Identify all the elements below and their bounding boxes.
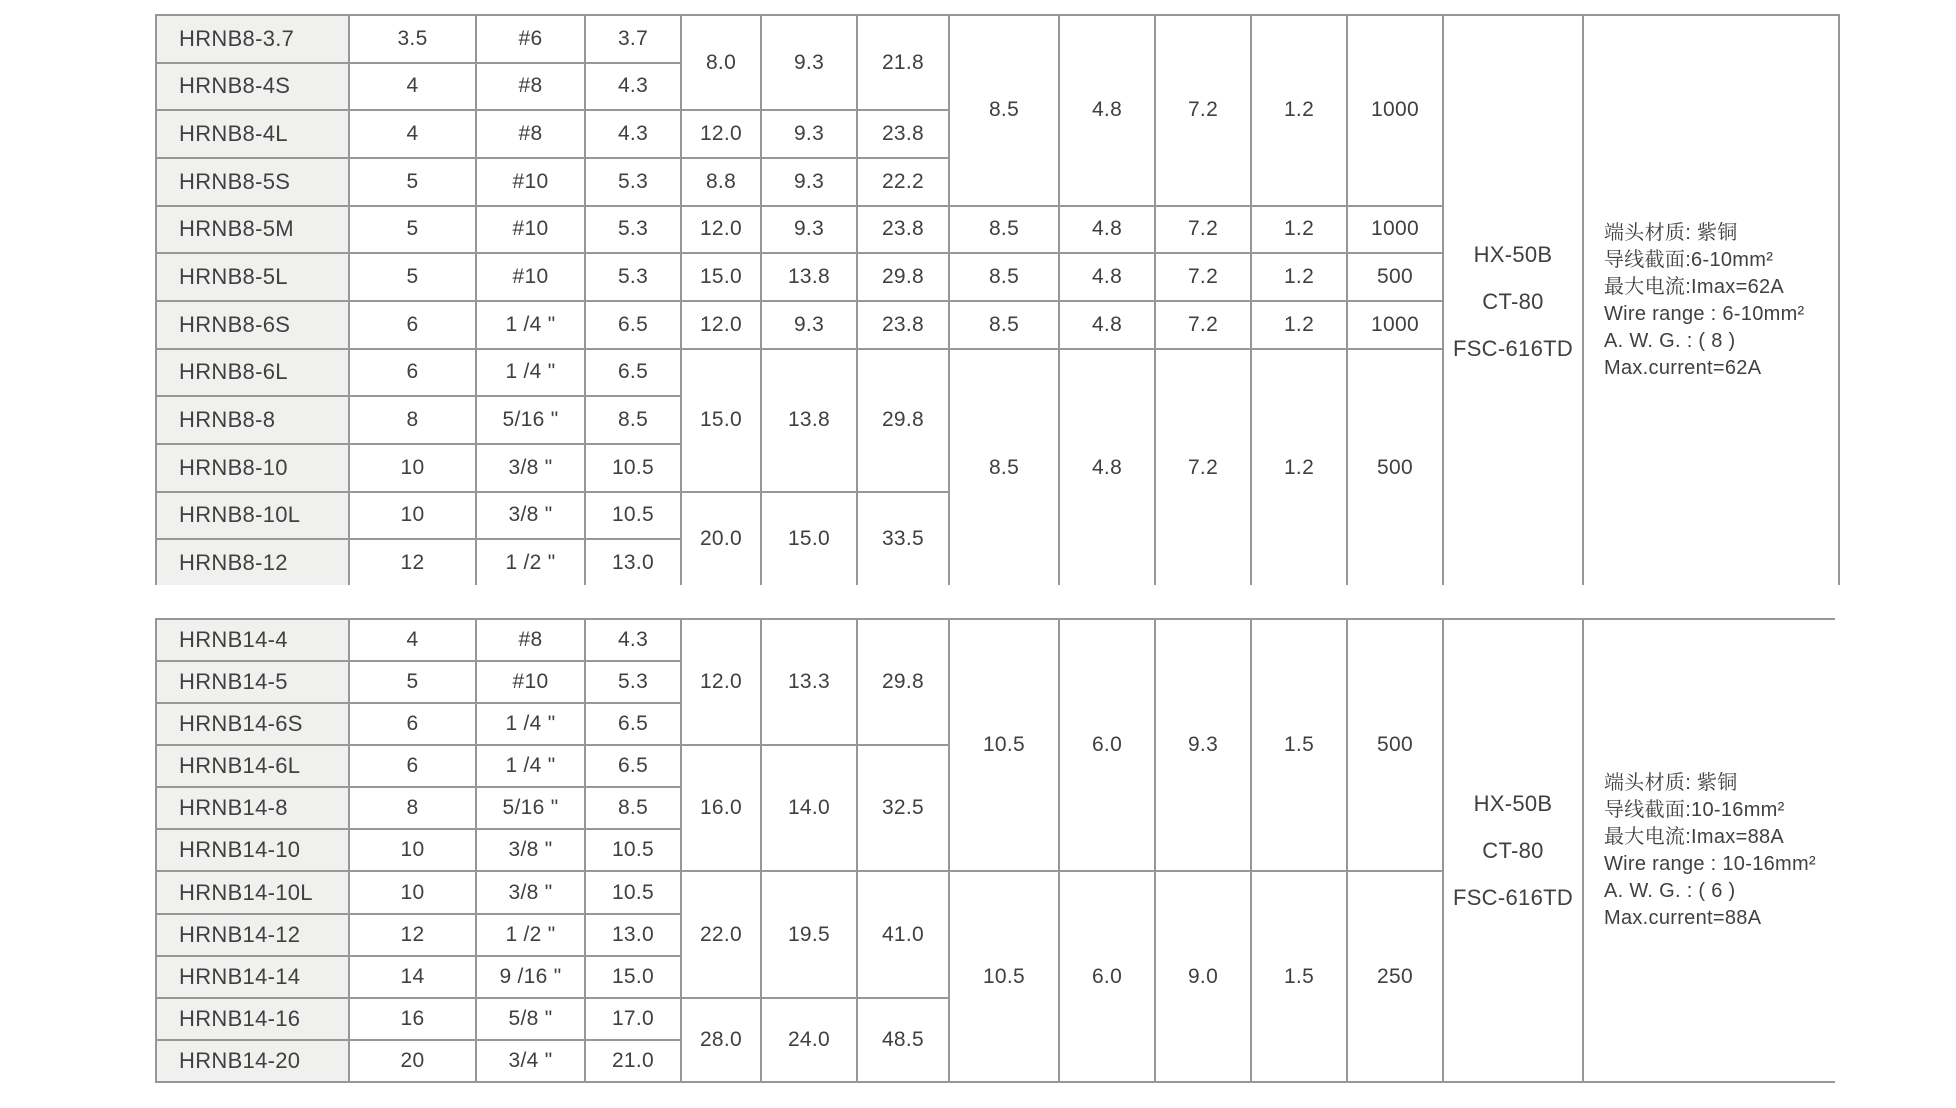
model-cell: HRNB8-8 <box>156 396 349 444</box>
model-cell: HRNB14-8 <box>156 787 349 829</box>
desc-line: A. W. G. : ( 8 ) <box>1604 330 1736 352</box>
spec-cell: 8.5 <box>949 253 1059 301</box>
spec-cell: 13.8 <box>761 253 857 301</box>
spec-cell: 6 <box>349 301 476 349</box>
spec-cell: 12.0 <box>681 619 761 745</box>
spec-cell: 10.5 <box>949 871 1059 1082</box>
spec-cell: 6 <box>349 745 476 787</box>
spec-cell: 9.3 <box>761 15 857 110</box>
tool-models-cell <box>1443 15 1583 587</box>
spec-cell: 24.0 <box>761 998 857 1082</box>
spec-cell: 8.5 <box>949 15 1059 206</box>
model-cell: HRNB14-20 <box>156 1040 349 1082</box>
spec-cell: 5.3 <box>585 253 681 301</box>
spec-cell: 1 /4 " <box>476 703 585 745</box>
spec-cell: 12.0 <box>681 301 761 349</box>
spec-cell: 1.2 <box>1251 15 1347 206</box>
desc-line: 最大电流:Imax=62A <box>1604 276 1785 298</box>
spec-cell: 1000 <box>1347 206 1443 254</box>
model-cell: HRNB8-4S <box>156 63 349 111</box>
spec-cell: 9.3 <box>761 206 857 254</box>
tool-models-cell <box>1443 619 1583 1082</box>
spec-cell: 10.5 <box>585 871 681 913</box>
spec-cell: 4.8 <box>1059 206 1155 254</box>
spec-cell: 5/16 " <box>476 396 585 444</box>
spec-cell: 500 <box>1347 619 1443 871</box>
spec-cell: 1000 <box>1347 15 1443 206</box>
spec-cell: 5 <box>349 158 476 206</box>
spec-cell: 13.0 <box>585 539 681 587</box>
model-cell: HRNB8-4L <box>156 110 349 158</box>
spec-cell: 14 <box>349 956 476 998</box>
spec-cell: 5.3 <box>585 661 681 703</box>
spec-cell: 22.2 <box>857 158 949 206</box>
spec-cell: 21.0 <box>585 1040 681 1082</box>
spec-cell: 7.2 <box>1155 206 1251 254</box>
spec-cell: 15.0 <box>681 349 761 492</box>
spec-cell: 22.0 <box>681 871 761 997</box>
spec-cell: 23.8 <box>857 301 949 349</box>
tool-line: FSC-616TD <box>1452 885 1574 910</box>
spec-cell: 8.5 <box>949 301 1059 349</box>
spec-cell: 12 <box>349 539 476 587</box>
spec-cell: 9.3 <box>761 301 857 349</box>
spec-cell: 4.8 <box>1059 301 1155 349</box>
spec-cell: 7.2 <box>1155 349 1251 587</box>
spec-cell: 6 <box>349 703 476 745</box>
spec-cell: 1 /4 " <box>476 745 585 787</box>
model-cell: HRNB14-6L <box>156 745 349 787</box>
spec-cell: 7.2 <box>1155 253 1251 301</box>
tool-line: HX-50B <box>1473 241 1553 267</box>
spec-cell: 1000 <box>1347 301 1443 349</box>
description-cell <box>1583 15 1839 587</box>
spec-cell: #8 <box>476 619 585 661</box>
spec-cell: 10.5 <box>949 619 1059 871</box>
desc-line: 导线截面:10-16mm² <box>1604 798 1785 821</box>
spec-cell: 9.3 <box>1155 619 1251 871</box>
tool-line: CT-80 <box>1482 838 1544 863</box>
spec-cell: 8 <box>349 396 476 444</box>
model-cell: HRNB14-14 <box>156 956 349 998</box>
spec-cell: 5 <box>349 253 476 301</box>
border-mask <box>1835 615 1853 1093</box>
spec-cell: 1.2 <box>1251 349 1347 587</box>
spec-cell: 17.0 <box>585 998 681 1040</box>
spec-cell: 8.5 <box>949 206 1059 254</box>
spec-cell: 12.0 <box>681 206 761 254</box>
spec-cell: 5/8 " <box>476 998 585 1040</box>
spec-cell: 1 /2 " <box>476 914 585 956</box>
spec-cell: 10 <box>349 444 476 492</box>
table-row <box>156 619 1839 661</box>
spec-cell: 250 <box>1347 871 1443 1082</box>
spec-cell: 10.5 <box>585 829 681 871</box>
spec-cell: 23.8 <box>857 110 949 158</box>
spec-cell: 500 <box>1347 253 1443 301</box>
desc-line: A. W. G. : ( 6 ) <box>1604 879 1736 902</box>
spec-cell: 1.2 <box>1251 253 1347 301</box>
spec-cell: 500 <box>1347 349 1443 587</box>
spec-cell: 29.8 <box>857 349 949 492</box>
spec-cell: #8 <box>476 110 585 158</box>
hrnb8-spec-table <box>155 14 1840 588</box>
spec-cell: 3/8 " <box>476 492 585 540</box>
spec-cell: 20.0 <box>681 492 761 587</box>
spec-cell: 6.0 <box>1059 619 1155 871</box>
spec-cell: 41.0 <box>857 871 949 997</box>
spec-cell: 4.8 <box>1059 253 1155 301</box>
spec-cell: 10.5 <box>585 492 681 540</box>
spec-cell: 9.3 <box>761 158 857 206</box>
spec-cell: 32.5 <box>857 745 949 871</box>
spec-cell: 3/8 " <box>476 829 585 871</box>
desc-line: 端头材质: 紫铜 <box>1604 771 1738 794</box>
spec-cell: 33.5 <box>857 492 949 587</box>
spec-cell: 4.8 <box>1059 349 1155 587</box>
spec-cell: 4.3 <box>585 619 681 661</box>
spec-cell: 15.0 <box>761 492 857 587</box>
desc-line: 端头材质: 紫铜 <box>1604 222 1738 244</box>
spec-cell: #10 <box>476 253 585 301</box>
spec-cell: 7.2 <box>1155 15 1251 206</box>
spec-cell: 5/16 " <box>476 787 585 829</box>
model-cell: HRNB14-10L <box>156 871 349 913</box>
spec-cell: 9 /16 " <box>476 956 585 998</box>
table-row <box>156 15 1839 63</box>
spec-cell: 3/8 " <box>476 871 585 913</box>
spec-cell: 15.0 <box>681 253 761 301</box>
spec-cell: #10 <box>476 206 585 254</box>
spec-cell: 3/8 " <box>476 444 585 492</box>
spec-cell: 8.5 <box>585 396 681 444</box>
spec-cell: 4.3 <box>585 63 681 111</box>
spec-cell: 6.5 <box>585 703 681 745</box>
spec-cell: 10.5 <box>585 444 681 492</box>
spec-cell: 5 <box>349 206 476 254</box>
spec-cell: 8.0 <box>681 15 761 110</box>
spec-cell: 5.3 <box>585 206 681 254</box>
spec-cell: 8.5 <box>585 787 681 829</box>
model-cell: HRNB8-6L <box>156 349 349 397</box>
spec-cell: 7.2 <box>1155 301 1251 349</box>
spec-cell: 1.2 <box>1251 301 1347 349</box>
tool-line: FSC-616TD <box>1452 335 1574 361</box>
spec-cell: 5.3 <box>585 158 681 206</box>
spec-cell: 4.8 <box>1059 15 1155 206</box>
spec-cell: #6 <box>476 15 585 63</box>
model-cell: HRNB8-5S <box>156 158 349 206</box>
spec-cell: 6 <box>349 349 476 397</box>
spec-cell: 3.7 <box>585 15 681 63</box>
spec-cell: 8.5 <box>949 349 1059 587</box>
spec-cell: 6.5 <box>585 301 681 349</box>
spec-cell: 1.5 <box>1251 871 1347 1082</box>
model-cell: HRNB8-6S <box>156 301 349 349</box>
spec-cell: 28.0 <box>681 998 761 1082</box>
spec-cell: 3.5 <box>349 15 476 63</box>
spec-cell: 19.5 <box>761 871 857 997</box>
spec-cell: 1 /4 " <box>476 349 585 397</box>
model-cell: HRNB14-4 <box>156 619 349 661</box>
spec-cell: 3/4 " <box>476 1040 585 1082</box>
spec-cell: 4 <box>349 619 476 661</box>
spec-cell: 29.8 <box>857 619 949 745</box>
spec-cell: 13.3 <box>761 619 857 745</box>
spec-cell: 6.5 <box>585 349 681 397</box>
spec-cell: 10 <box>349 492 476 540</box>
spec-cell: #8 <box>476 63 585 111</box>
model-cell: HRNB14-12 <box>156 914 349 956</box>
spec-cell: 12 <box>349 914 476 956</box>
model-cell: HRNB8-5M <box>156 206 349 254</box>
model-cell: HRNB8-12 <box>156 539 349 587</box>
spec-cell: 23.8 <box>857 206 949 254</box>
border-mask <box>152 585 1844 597</box>
spec-cell: 48.5 <box>857 998 949 1082</box>
spec-cell: #10 <box>476 158 585 206</box>
model-cell: HRNB8-10L <box>156 492 349 540</box>
spec-cell: 16.0 <box>681 745 761 871</box>
desc-line: Max.current=62A <box>1604 357 1762 379</box>
spec-cell: 13.0 <box>585 914 681 956</box>
model-cell: HRNB8-3.7 <box>156 15 349 63</box>
spec-cell: 20 <box>349 1040 476 1082</box>
spec-cell: 9.3 <box>761 110 857 158</box>
desc-line: Wire range : 6-10mm² <box>1604 303 1805 325</box>
spec-cell: 8 <box>349 787 476 829</box>
desc-line: 导线截面:6-10mm² <box>1604 249 1774 271</box>
spec-cell: 4.3 <box>585 110 681 158</box>
spec-cell: 5 <box>349 661 476 703</box>
spec-cell: 4 <box>349 63 476 111</box>
desc-line: Wire range : 10-16mm² <box>1604 852 1816 875</box>
spec-cell: 13.8 <box>761 349 857 492</box>
model-cell: HRNB14-16 <box>156 998 349 1040</box>
model-cell: HRNB14-6S <box>156 703 349 745</box>
tool-line: CT-80 <box>1482 288 1544 314</box>
spec-cell: 1.5 <box>1251 619 1347 871</box>
model-cell: HRNB8-10 <box>156 444 349 492</box>
description-cell <box>1583 619 1839 1082</box>
hrnb14-spec-table <box>155 618 1840 1083</box>
spec-cell: 9.0 <box>1155 871 1251 1082</box>
spec-cell: 10 <box>349 871 476 913</box>
spec-cell: 14.0 <box>761 745 857 871</box>
model-cell: HRNB8-5L <box>156 253 349 301</box>
spec-cell: 4 <box>349 110 476 158</box>
spec-cell: 16 <box>349 998 476 1040</box>
spec-cell: 1 /2 " <box>476 539 585 587</box>
desc-line: 最大电流:Imax=88A <box>1604 825 1785 848</box>
model-cell: HRNB14-5 <box>156 661 349 703</box>
tool-line: HX-50B <box>1473 791 1553 816</box>
spec-cell: 21.8 <box>857 15 949 110</box>
model-cell: HRNB14-10 <box>156 829 349 871</box>
spec-cell: 15.0 <box>585 956 681 998</box>
spec-cell: 29.8 <box>857 253 949 301</box>
spec-cell: 1 /4 " <box>476 301 585 349</box>
spec-cell: 6.0 <box>1059 871 1155 1082</box>
spec-cell: 6.5 <box>585 745 681 787</box>
spec-cell: 1.2 <box>1251 206 1347 254</box>
desc-line: Max.current=88A <box>1604 906 1762 929</box>
spec-cell: 12.0 <box>681 110 761 158</box>
spec-cell: 10 <box>349 829 476 871</box>
spec-cell: 8.8 <box>681 158 761 206</box>
spec-cell: #10 <box>476 661 585 703</box>
